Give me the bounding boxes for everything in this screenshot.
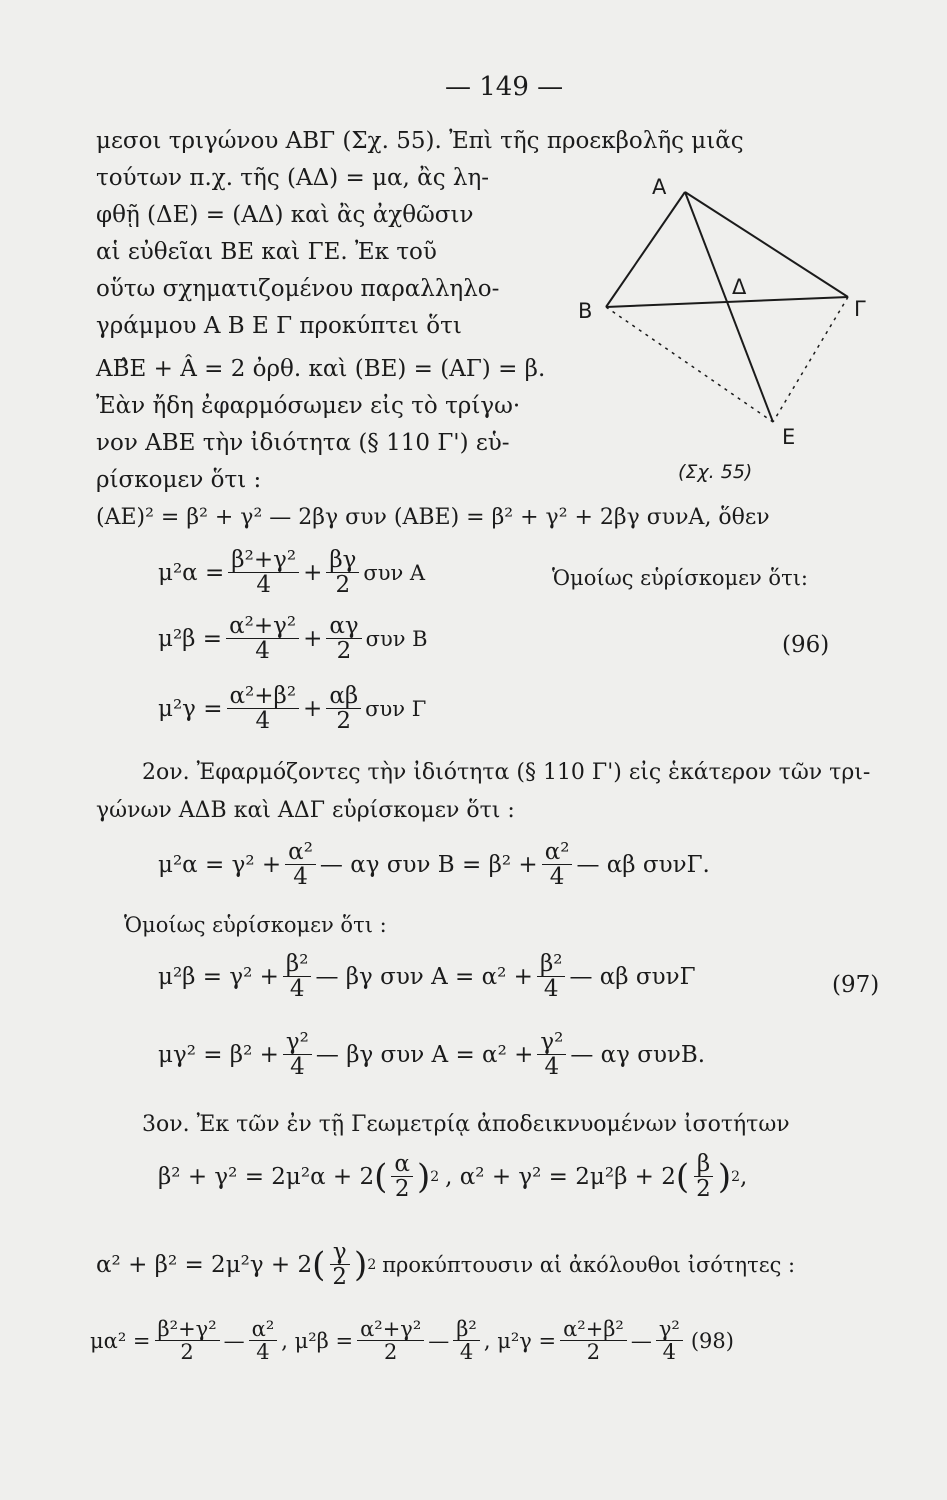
segment-ge — [773, 297, 848, 422]
text-line: ΑΒ̂Ε + Â = 2 ὀρθ. καὶ (ΒΕ) = (ΑΓ) = β. — [96, 356, 546, 382]
segment-be — [606, 307, 773, 422]
label-b: B — [578, 299, 593, 323]
text-line: γώνων ΑΔΒ καὶ ΑΔΓ εὑρίσκομεν ὅτι : — [96, 798, 515, 823]
text-line: ρίσκομεν ὅτι : — [96, 467, 262, 493]
label-g: Γ — [854, 297, 866, 321]
equation-ma: μ²α = $\frac{\text{β²+γ²}}{4}$ + $\frac{\beta\gamma}{2}$ συν Α — [158, 547, 426, 599]
equation-ae: (ΑΕ)² = β² + γ² — 2βγ συν (ΑΒΕ) = β² + γ² + 2βγ συνΑ, ὅθεν — [96, 505, 770, 530]
equation-number-96: (96) — [782, 632, 830, 658]
label-a: A — [652, 175, 667, 199]
equation-number-97: (97) — [832, 972, 880, 998]
segment-ag — [685, 192, 848, 297]
page-number: — 149 — — [445, 72, 564, 102]
equation-97-mb: μ²β = γ² + $\frac{\text{β²}}{4}$ — βγ συν Α = α² + $\frac{\text{β²}}{4}$ — αβ συνΓ — [158, 951, 696, 1003]
equation-98: μα² = $\frac{\text{β²+γ²}}{2}$ — $\frac{\text{α²}}{4}$ , μ²β = $\frac{\text{α²+γ²}}{2}$ — $\frac{\text{β²}}{4}$ , μ²γ = $\frac{\text{α²+β²}}{2}$ — $\frac{\text{γ²}}{4}$ (98) — [90, 1317, 734, 1365]
equation-mg: μ²γ = $\frac{\text{α²+β²}}{4}$ + $\frac{\alpha\beta}{2}$ συν Γ — [158, 683, 427, 735]
median-ae — [685, 192, 773, 422]
text-line: 3ον. Ἐκ τῶν ἐν τῇ Γεωμετρίᾳ ἀποδεικνυομένων ἰσοτήτων — [142, 1112, 790, 1137]
figure-triangle-diagram — [578, 160, 878, 490]
text-line: αἱ εὐθεῖαι ΒΕ καὶ ΓΕ. Ἐκ τοῦ — [96, 239, 437, 265]
text-line: τούτων π.χ. τῆς (ΑΔ) = μα, ἂς λη- — [96, 165, 490, 191]
label-e: E — [782, 425, 796, 449]
equation-97-mg: μγ² = β² + $\frac{\text{γ²}}{4}$ — βγ συν Α = α² + $\frac{\text{γ²}}{4}$ — αγ συνΒ. — [158, 1029, 706, 1081]
text-line: οὕτω σχηματιζομένου παραλληλο- — [96, 276, 500, 302]
equation-97-ma: μ²α = γ² + $\frac{\text{α²}}{4}$ — αγ συν Β = β² + $\frac{\text{α²}}{4}$ — αβ συνΓ. — [158, 839, 710, 891]
equation-identities-1: β² + γ² = 2μ²α + 2 ( $\frac{\alpha}{2}$ ) 2 , α² + γ² = 2μ²β + 2 ( $\frac{\beta}{2}$ ) 2 , — [158, 1151, 748, 1203]
text-line: γράμμου Α Β Ε Γ προκύπτει ὅτι — [96, 313, 462, 339]
text-line: 2ον. Ἐφαρμόζοντες τὴν ἰδιότητα (§ 110 Γ') εἰς ἑκάτερον τῶν τρι- — [142, 760, 871, 785]
text-line: μεσοι τριγώνου ΑΒΓ (Σχ. 55). Ἐπὶ τῆς προεκβολῆς μιᾶς — [96, 128, 744, 154]
equation-mb: μ²β = $\frac{\text{α²+γ²}}{4}$ + $\frac{\alpha\gamma}{2}$ συν Β — [158, 613, 428, 665]
text-line: φθῇ (ΔΕ) = (ΑΔ) καὶ ἂς ἀχθῶσιν — [96, 202, 474, 228]
equation-identities-2: α² + β² = 2μ²γ + 2 ( $\frac{\gamma}{2}$ ) 2 προκύπτουσιν αἱ ἀκόλουθοι ἰσότητες : — [96, 1239, 796, 1291]
text-line: Ὁμοίως εὑρίσκομεν ὅτι : — [124, 913, 387, 937]
figure-caption: (Σχ. 55) — [678, 461, 753, 483]
side-note: Ὁμοίως εὑρίσκομεν ὅτι: — [552, 566, 808, 590]
text-line: Ἐὰν ἤδη ἐφαρμόσωμεν εἰς τὸ τρίγω· — [96, 393, 521, 419]
text-line: νον ΑΒΕ τὴν ἰδιότητα (§ 110 Γ') εὑ- — [96, 430, 510, 456]
label-d: Δ — [732, 275, 747, 299]
segment-ab — [606, 192, 685, 307]
